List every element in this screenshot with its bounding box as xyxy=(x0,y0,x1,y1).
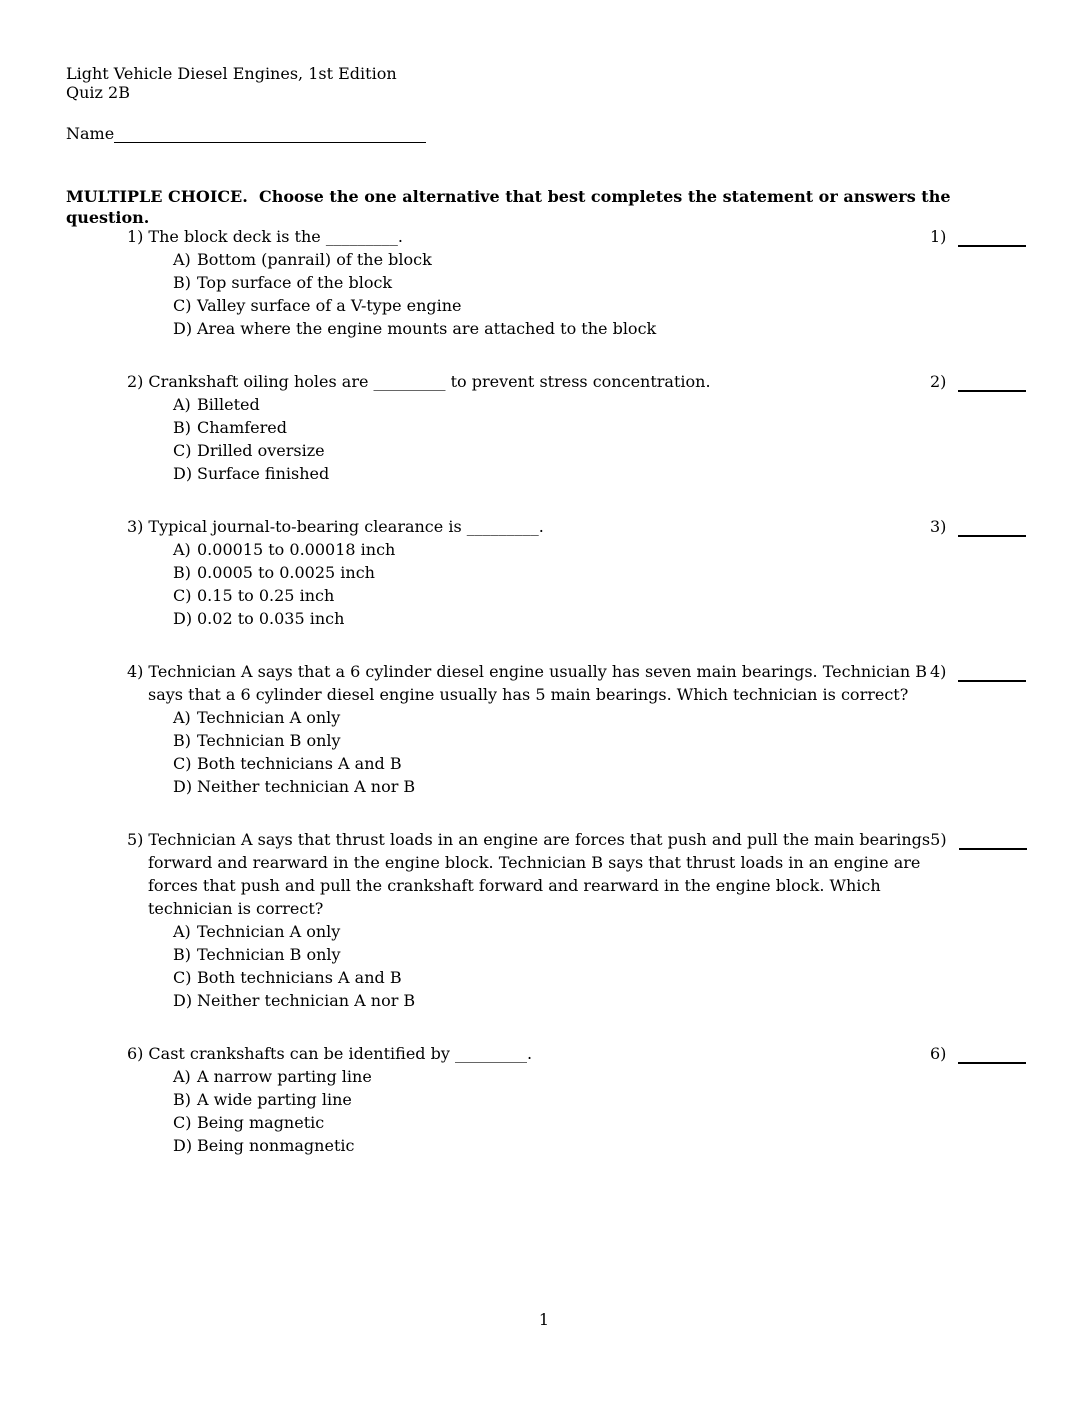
question-3-options xyxy=(127,538,930,630)
answer-slot-1 xyxy=(930,225,1088,340)
question-text: forward and rearward in the engine block. Technician B says that thrust loads in an engine are xyxy=(148,853,921,872)
option-letter: C) xyxy=(173,296,192,315)
option-c xyxy=(173,966,930,989)
option-letter: B) xyxy=(173,945,191,964)
question-text: Crankshaft oiling holes are _________ to prevent stress concentration. xyxy=(148,372,711,391)
option-letter: B) xyxy=(173,273,191,292)
answer-slot-2 xyxy=(930,370,1088,485)
question-number: 4) xyxy=(127,662,144,681)
option-a xyxy=(173,920,930,943)
question-text: The block deck is the _________. xyxy=(148,227,403,246)
option-a xyxy=(173,1065,930,1088)
option-text: Technician A only xyxy=(197,922,341,941)
question-number: 5) xyxy=(127,830,144,849)
option-text: A narrow parting line xyxy=(197,1067,372,1086)
question-number: 6) xyxy=(127,1044,144,1063)
option-text: Both technicians A and B xyxy=(197,968,402,987)
option-text: Neither technician A nor B xyxy=(197,991,416,1010)
option-b xyxy=(173,271,930,294)
question-3-body xyxy=(0,515,930,630)
answer-number: 4) xyxy=(930,662,947,681)
question-2-options xyxy=(127,393,930,485)
answer-slot-5 xyxy=(930,828,1088,1012)
question-number: 2) xyxy=(127,372,144,391)
option-d xyxy=(173,989,930,1012)
option-letter: C) xyxy=(173,968,192,987)
question-text: Technician A says that a 6 cylinder diesel engine usually has seven main bearings. Technician B xyxy=(148,662,928,681)
option-letter: D) xyxy=(173,777,193,796)
question-text: Cast crankshafts can be identified by _________. xyxy=(148,1044,533,1063)
answer-number: 6) xyxy=(930,1044,947,1063)
answer-blank-line xyxy=(958,515,1026,537)
option-b xyxy=(173,729,930,752)
option-letter: D) xyxy=(173,464,193,483)
question-4-options xyxy=(127,706,930,798)
option-text: Bottom (panrail) of the block xyxy=(197,250,432,269)
question-6 xyxy=(0,1042,1088,1157)
option-a xyxy=(173,248,930,271)
option-letter: A) xyxy=(173,395,191,414)
answer-blank-line xyxy=(959,828,1027,850)
question-number: 1) xyxy=(127,227,144,246)
option-letter: D) xyxy=(173,1136,193,1155)
option-d xyxy=(173,607,930,630)
option-text: A wide parting line xyxy=(197,1090,352,1109)
question-4 xyxy=(0,660,1088,798)
option-d xyxy=(173,317,930,340)
question-6-body xyxy=(0,1042,930,1157)
name-blank-line xyxy=(114,124,426,143)
answer-blank-line xyxy=(958,225,1026,247)
question-1 xyxy=(0,225,1088,340)
option-letter: C) xyxy=(173,441,192,460)
option-text: Both technicians A and B xyxy=(197,754,402,773)
option-letter: C) xyxy=(173,586,192,605)
question-text: forces that push and pull the crankshaft forward and rearward in the engine block. Which xyxy=(148,876,881,895)
option-c xyxy=(173,439,930,462)
answer-slot-4 xyxy=(930,660,1088,798)
option-a xyxy=(173,393,930,416)
option-a xyxy=(173,706,930,729)
answer-number: 2) xyxy=(930,372,947,391)
option-text: Top surface of the block xyxy=(197,273,393,292)
question-5-options xyxy=(127,920,930,1012)
option-letter: B) xyxy=(173,731,191,750)
option-text: Chamfered xyxy=(197,418,288,437)
document-title: Light Vehicle Diesel Engines, 1st Edition xyxy=(66,64,397,83)
question-5 xyxy=(0,828,1088,1012)
document-header xyxy=(66,64,397,102)
answer-blank-line xyxy=(958,660,1026,682)
option-text: Valley surface of a V-type engine xyxy=(197,296,462,315)
answer-number: 1) xyxy=(930,227,947,246)
answer-blank-line xyxy=(958,370,1026,392)
option-d xyxy=(173,462,930,485)
option-letter: B) xyxy=(173,1090,191,1109)
option-c xyxy=(173,1111,930,1134)
option-text: Billeted xyxy=(197,395,260,414)
option-letter: B) xyxy=(173,418,191,437)
option-letter: C) xyxy=(173,1113,192,1132)
option-letter: D) xyxy=(173,609,193,628)
option-letter: D) xyxy=(173,991,193,1010)
option-c xyxy=(173,752,930,775)
option-letter: B) xyxy=(173,563,191,582)
option-text: Surface finished xyxy=(197,464,330,483)
multiple-choice-instructions: MULTIPLE CHOICE. Choose the one alternative that best completes the statement or answers the question. xyxy=(66,187,957,227)
option-letter: A) xyxy=(173,708,191,727)
option-c xyxy=(173,294,930,317)
option-b xyxy=(173,561,930,584)
option-b xyxy=(173,1088,930,1111)
option-a xyxy=(173,538,930,561)
option-text: Technician B only xyxy=(197,731,341,750)
question-text: Technician A says that thrust loads in an engine are forces that push and pull the main bearings xyxy=(148,830,931,849)
answer-blank-line xyxy=(958,1042,1026,1064)
option-text: 0.02 to 0.035 inch xyxy=(197,609,345,628)
option-text: 0.00015 to 0.00018 inch xyxy=(197,540,396,559)
option-letter: A) xyxy=(173,540,191,559)
option-letter: A) xyxy=(173,922,191,941)
question-text: technician is correct? xyxy=(148,899,324,918)
option-text: Being nonmagnetic xyxy=(197,1136,355,1155)
question-1-body xyxy=(0,225,930,340)
name-label: Name xyxy=(66,124,115,143)
option-d xyxy=(173,775,930,798)
answer-slot-3 xyxy=(930,515,1088,630)
document-subtitle: Quiz 2B xyxy=(66,83,130,102)
question-number: 3) xyxy=(127,517,144,536)
answer-number: 5) xyxy=(930,830,947,849)
option-text: Area where the engine mounts are attached to the block xyxy=(197,319,657,338)
option-text: Drilled oversize xyxy=(197,441,325,460)
question-1-options xyxy=(127,248,930,340)
option-text: Technician A only xyxy=(197,708,341,727)
option-text: 0.15 to 0.25 inch xyxy=(197,586,335,605)
option-b xyxy=(173,943,930,966)
question-4-body xyxy=(0,660,930,798)
questions-list xyxy=(0,225,1088,1187)
option-text: Technician B only xyxy=(197,945,341,964)
option-letter: A) xyxy=(173,250,191,269)
question-text: says that a 6 cylinder diesel engine usually has 5 main bearings. Which technician is correct? xyxy=(148,685,909,704)
option-b xyxy=(173,416,930,439)
option-text: Neither technician A nor B xyxy=(197,777,416,796)
option-text: Being magnetic xyxy=(197,1113,325,1132)
option-letter: A) xyxy=(173,1067,191,1086)
page-number: 1 xyxy=(538,1310,550,1329)
option-text: 0.0005 to 0.0025 inch xyxy=(197,563,375,582)
option-letter: D) xyxy=(173,319,193,338)
question-2 xyxy=(0,370,1088,485)
name-row xyxy=(66,124,426,143)
option-c xyxy=(173,584,930,607)
option-letter: C) xyxy=(173,754,192,773)
question-text: Typical journal-to-bearing clearance is _________. xyxy=(148,517,544,536)
answer-slot-6 xyxy=(930,1042,1088,1157)
question-2-body xyxy=(0,370,930,485)
question-5-body xyxy=(0,828,930,1012)
option-d xyxy=(173,1134,930,1157)
question-3 xyxy=(0,515,1088,630)
answer-number: 3) xyxy=(930,517,947,536)
question-6-options xyxy=(127,1065,930,1157)
